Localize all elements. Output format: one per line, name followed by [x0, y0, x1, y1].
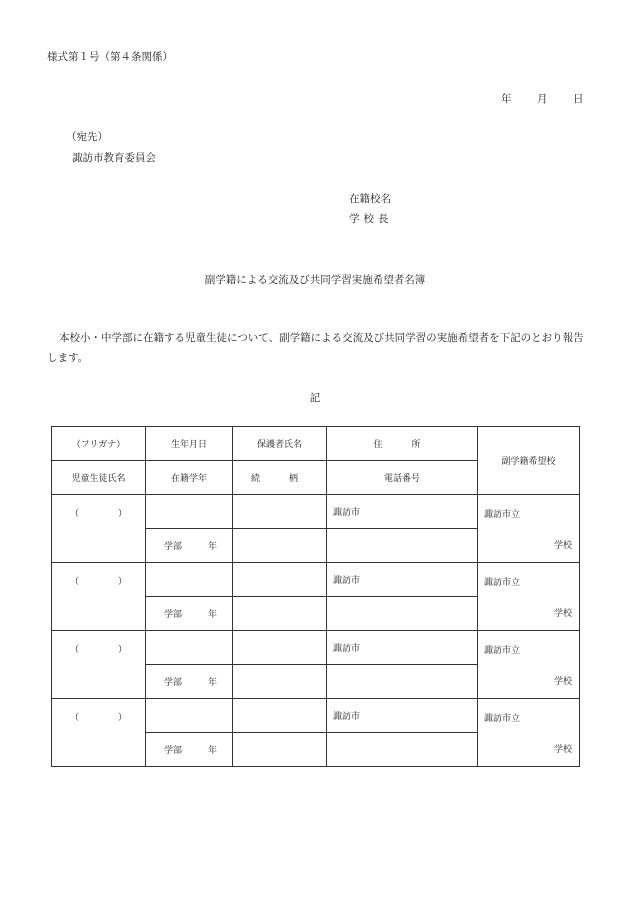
- table-row: [52, 563, 580, 597]
- header-grade: 在籍学年: [146, 461, 233, 495]
- paren-open: （: [70, 577, 80, 587]
- phone-cell[interactable]: [327, 529, 478, 563]
- student-name-cell[interactable]: [52, 495, 146, 563]
- header-furigana: （フリガナ）: [52, 427, 146, 461]
- birthdate-cell[interactable]: [146, 631, 233, 665]
- grade-dept: 学部: [164, 542, 183, 552]
- phone-cell[interactable]: [327, 665, 478, 699]
- desired-school-cell[interactable]: [478, 495, 580, 563]
- phone-cell[interactable]: [327, 733, 478, 767]
- school-name-label: 在籍校名: [349, 193, 391, 205]
- addressee-name: 諏訪市教育委員会: [72, 152, 156, 164]
- address-city: 諏訪市: [333, 576, 361, 586]
- header-guardian: 保護者氏名: [233, 427, 327, 461]
- guardian-cell[interactable]: [233, 563, 327, 597]
- guardian-cell[interactable]: [233, 495, 327, 529]
- applicant-table: [51, 426, 580, 767]
- school-suffix: 学校: [553, 677, 572, 687]
- grade-dept: 学部: [164, 746, 183, 756]
- school-suffix: 学校: [553, 609, 572, 619]
- principal-label: 学校長: [349, 213, 393, 225]
- header-address: 住 所: [327, 427, 478, 461]
- address-city: 諏訪市: [333, 712, 361, 722]
- school-suffix: 学校: [553, 745, 572, 755]
- document-body: 本校小・中学部に在籍する児童生徒について、副学籍による交流及び共同学習の実施希望者を下記のとおり報告します。: [47, 332, 584, 364]
- date-year-label: 年: [501, 93, 512, 105]
- address-cell[interactable]: [327, 495, 478, 529]
- grade-year: 年: [208, 678, 218, 688]
- relation-cell[interactable]: [233, 529, 327, 563]
- guardian-cell[interactable]: [233, 631, 327, 665]
- guardian-cell[interactable]: [233, 699, 327, 733]
- paren-open: （: [70, 509, 80, 519]
- paren-open: （: [70, 713, 80, 723]
- header-birthdate: 生年月日: [146, 427, 233, 461]
- header-student-name: 児童生徒氏名: [52, 461, 146, 495]
- grade-year: 年: [208, 610, 218, 620]
- date-month-label: 月: [537, 93, 548, 105]
- address-city: 諏訪市: [333, 644, 361, 654]
- student-name-cell[interactable]: [52, 563, 146, 631]
- address-cell[interactable]: [327, 631, 478, 665]
- address-cell[interactable]: [327, 699, 478, 733]
- table-row: [52, 495, 580, 529]
- grade-year: 年: [208, 542, 218, 552]
- desired-school-cell[interactable]: [478, 563, 580, 631]
- student-name-cell[interactable]: [52, 699, 146, 767]
- header-desired-school: 副学籍希望校: [478, 427, 580, 495]
- relation-cell[interactable]: [233, 733, 327, 767]
- birthdate-cell[interactable]: [146, 495, 233, 529]
- addressee-label: （宛先）: [66, 131, 108, 143]
- form-number: 様式第１号（第４条関係）: [47, 51, 173, 63]
- header-relation: 続 柄: [233, 461, 327, 495]
- birthdate-cell[interactable]: [146, 699, 233, 733]
- school-prefix: 諏訪市立: [484, 510, 521, 520]
- grade-dept: 学部: [164, 678, 183, 688]
- birthdate-cell[interactable]: [146, 563, 233, 597]
- grade-cell[interactable]: [146, 529, 233, 563]
- grade-cell[interactable]: [146, 665, 233, 699]
- document-title: 副学籍による交流及び共同学習実施希望者名簿: [204, 274, 426, 286]
- paren-close: ）: [117, 509, 127, 519]
- address-city: 諏訪市: [333, 508, 361, 518]
- school-prefix: 諏訪市立: [484, 646, 521, 656]
- relation-cell[interactable]: [233, 665, 327, 699]
- paren-close: ）: [117, 577, 127, 587]
- grade-dept: 学部: [164, 610, 183, 620]
- table-row: [52, 699, 580, 733]
- relation-cell[interactable]: [233, 597, 327, 631]
- header-phone: 電話番号: [327, 461, 478, 495]
- grade-year: 年: [208, 746, 218, 756]
- school-suffix: 学校: [553, 541, 572, 551]
- address-cell[interactable]: [327, 563, 478, 597]
- paren-open: （: [70, 645, 80, 655]
- desired-school-cell[interactable]: [478, 699, 580, 767]
- school-prefix: 諏訪市立: [484, 578, 521, 588]
- grade-cell[interactable]: [146, 597, 233, 631]
- date-day-label: 日: [573, 93, 584, 105]
- school-prefix: 諏訪市立: [484, 714, 521, 724]
- header-row-top: [52, 427, 580, 461]
- grade-cell[interactable]: [146, 733, 233, 767]
- ki-heading: 記: [309, 392, 321, 404]
- paren-close: ）: [117, 645, 127, 655]
- phone-cell[interactable]: [327, 597, 478, 631]
- table-row: [52, 631, 580, 665]
- desired-school-cell[interactable]: [478, 631, 580, 699]
- student-name-cell[interactable]: [52, 631, 146, 699]
- paren-close: ）: [117, 713, 127, 723]
